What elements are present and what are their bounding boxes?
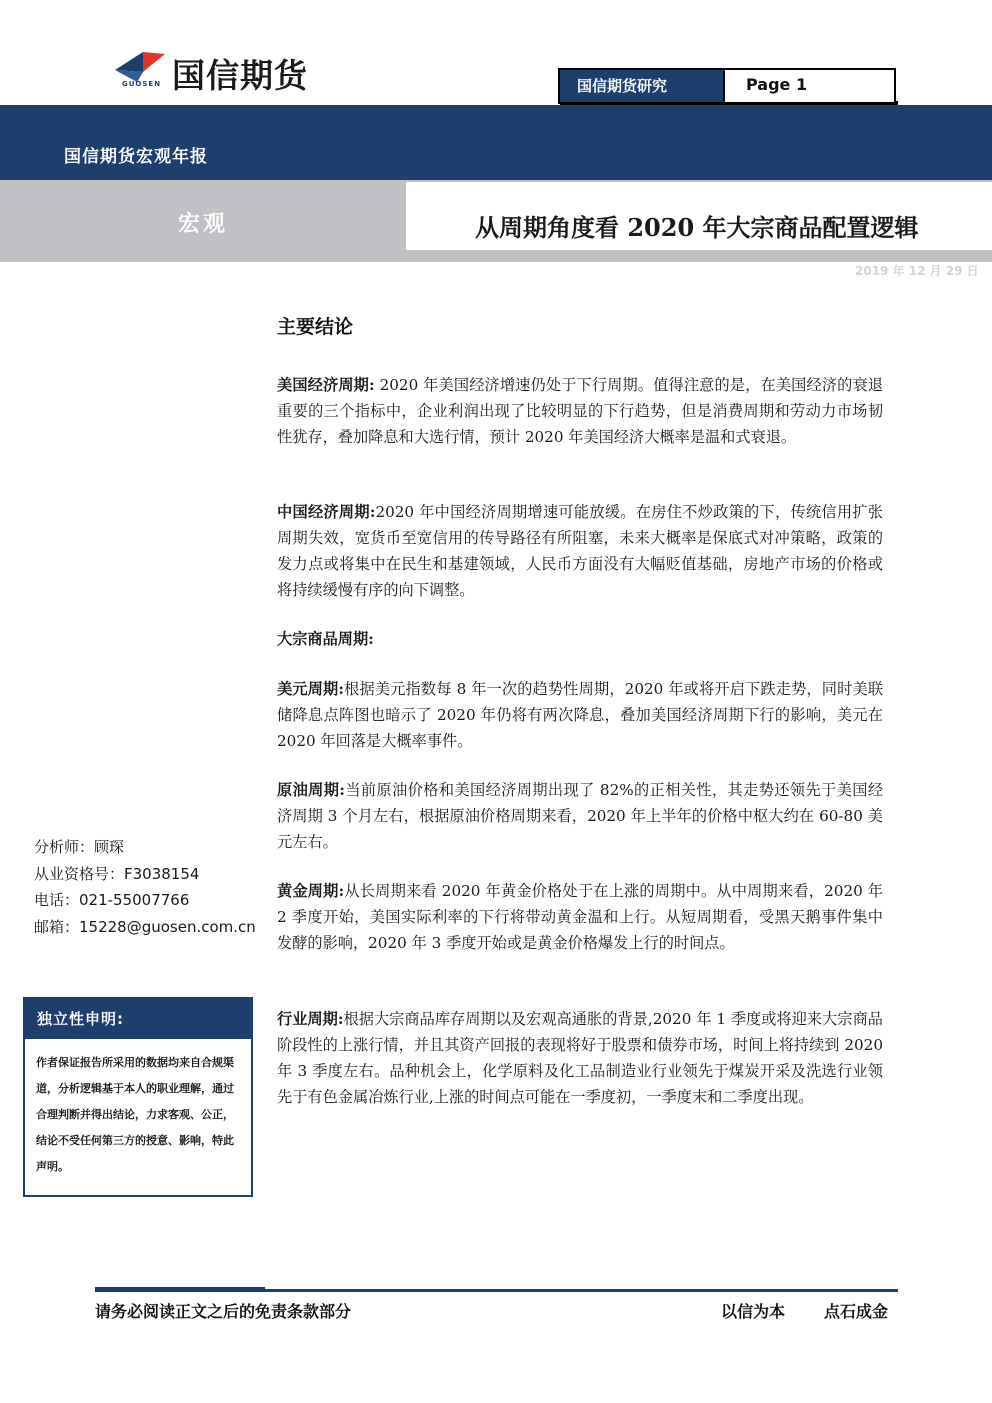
paragraph-oil-cycle	[277, 777, 883, 855]
page-number: Page 1	[725, 68, 896, 104]
paragraph-label: 大宗商品周期:	[277, 630, 374, 648]
logo-text: 国信期货	[172, 56, 308, 95]
paragraph-industry-cycle	[277, 1006, 883, 1110]
paragraph-text: 根据大宗商品库存周期以及宏观高通胀的背景,2020 年 1 季度或将迎来大宗商品阶段性的上涨行情，并且其资产回报的表现将好于股票和债券市场，时间上将持续到 2020 年 3 季度左右。品种机会上，化学原料及化工品制造业行业领先于煤炭开采及洗选行业领先于有色金属冶炼行业,上涨的时间点可能在一季度初，一季度末和二季度出现。	[277, 1010, 883, 1106]
footer-divider-accent	[95, 1287, 265, 1292]
report-title: 从周期角度看 2020 年大宗商品配置逻辑	[475, 213, 919, 242]
paragraph-label: 行业周期:	[277, 1010, 344, 1028]
paragraph-gold-cycle	[277, 878, 883, 956]
paragraph-label: 美国经济周期:	[277, 376, 375, 394]
research-tab: 国信期货研究	[558, 68, 725, 104]
paragraph-us-cycle	[277, 372, 883, 450]
analyst-name: 分析师：顾琛	[34, 838, 125, 856]
section-title: 主要结论	[277, 316, 354, 338]
paragraph-text: 2020 年中国经济周期增速可能放缓。在房住不炒政策的下，传统信用扩张周期失效，宽货币至宽信用的传导路径有所阻塞，未来大概率是保底式对冲策略，政策的发力点或将集中在民生和基建领域，人民币方面没有大幅贬值基础，房地产市场的价格或将持续缓慢有序的向下调整。	[277, 503, 884, 599]
paragraph-label: 美元周期:	[277, 680, 344, 698]
paragraph-label: 中国经济周期:	[277, 503, 376, 521]
paragraph-text: 当前原油价格和美国经济周期出现了 82%的正相关性，其走势还领先于美国经济周期 3 个月左右，根据原油价格周期来看，2020 年上半年的价格中枢大约在 60-80 美元左右。	[277, 781, 884, 851]
analyst-license: 从业资格号：F3038154	[34, 864, 200, 883]
paragraph-label: 原油周期:	[277, 781, 345, 799]
report-date: 2019 年 12 月 29 日	[855, 264, 979, 278]
paragraph-text: 2020 年美国经济增速仍处于下行周期。值得注意的是，在美国经济的衰退重要的三个指标中，企业利润出现了比较明显的下行趋势，但是消费周期和劳动力市场韧性犹存，叠加降息和大选行情，预计 2020 年美国经济大概率是温和式衰退。	[277, 376, 884, 446]
footer-slogan-1: 以信为本	[721, 1302, 786, 1321]
disclaimer-body: 作者保证报告所采用的数据均来自合规渠道，分析逻辑基于本人的职业理解，通过合理判断并得出结论，力求客观、公正，结论不受任何第三方的授意、影响，特此声明。	[36, 1056, 234, 1173]
paragraph-label: 黄金周期:	[277, 882, 345, 900]
analyst-info	[34, 834, 256, 940]
paragraph-text: 根据美元指数每 8 年一次的趋势性周期，2020 年或将开启下跌走势，同时美联储降息点阵图也暗示了 2020 年仍将有两次降息，叠加美国经济周期下行的影响，美元在 2020 年回落是大概率事件。	[277, 680, 884, 750]
footer-notice: 请务必阅读正文之后的免责条款部分	[95, 1302, 352, 1321]
category-label: 宏观	[178, 212, 229, 237]
paragraph-china-cycle	[277, 499, 883, 603]
paragraph-dollar-cycle	[277, 676, 883, 754]
analyst-email: 邮箱：15228@guosen.com.cn	[34, 917, 256, 936]
disclaimer-title: 独立性申明:	[25, 999, 251, 1039]
logo-subtext: GUOSEN	[122, 80, 162, 88]
paragraph-commodity-cycle	[277, 626, 883, 652]
analyst-phone: 电话：021-55007766	[34, 891, 190, 909]
footer-slogan-2: 点石成金	[824, 1302, 889, 1321]
paragraph-text: 从长周期来看 2020 年黄金价格处于在上涨的周期中。从中周期来看，2020 年 2 季度开始，美国实际利率的下行将带动黄金温和上行。从短周期看，受黑天鹅事件集中发酵的影响，2020 年 3 季度开始或是黄金价格爆发上行的时间点。	[277, 882, 883, 952]
report-type: 国信期货宏观年报	[64, 147, 208, 167]
